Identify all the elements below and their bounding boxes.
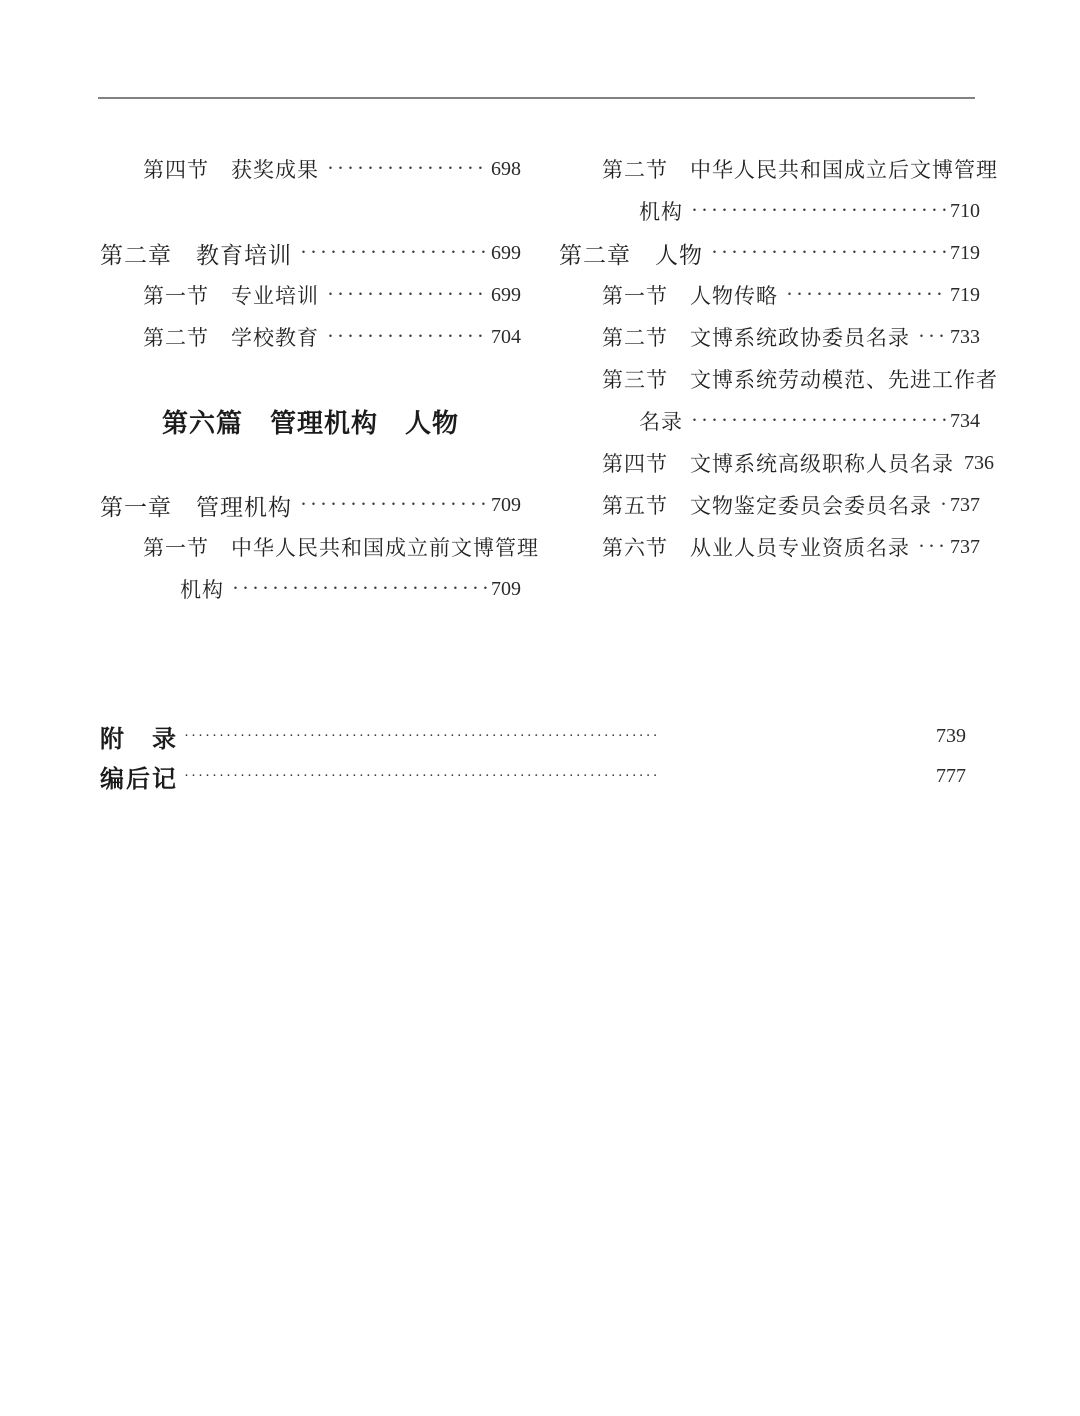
- dot-leader: [691, 410, 948, 431]
- toc-row: [100, 274, 521, 316]
- dot-leader: [327, 158, 489, 179]
- dot-leader: [786, 284, 948, 305]
- toc-page-number: 734: [950, 409, 980, 432]
- toc-row: [559, 232, 980, 274]
- toc-row: [100, 484, 521, 526]
- toc-page-number: 698: [491, 157, 521, 180]
- header-rule: [98, 97, 975, 99]
- toc-entry-label: 第六节 从业人员专业资质名录: [602, 536, 910, 560]
- dot-leader: [300, 242, 489, 263]
- toc-entry-label: 第二章 人物: [559, 242, 703, 268]
- toc-columns: [100, 148, 998, 610]
- toc-entry-label: 名录: [639, 410, 683, 434]
- toc-entry-label: 第五节 文物鉴定委员会委员名录: [602, 494, 932, 518]
- dot-leader: [918, 536, 948, 557]
- toc-row: [559, 484, 980, 526]
- toc-page-number: 704: [491, 325, 521, 348]
- toc-row: [559, 316, 980, 358]
- toc-row: [559, 148, 998, 190]
- toc-entry-label: 第一章 管理机构: [100, 494, 292, 520]
- toc-entry-label: 编后记: [100, 765, 178, 793]
- toc-row-spacer: [100, 442, 521, 484]
- toc-page-number: 719: [950, 283, 980, 306]
- toc-row: [559, 400, 980, 442]
- toc-row: [100, 316, 521, 358]
- toc-entry-label: 第六篇 管理机构 人物: [161, 407, 459, 438]
- toc-entry-label: 第一节 中华人民共和国成立前文博管理: [143, 536, 539, 560]
- toc-entry-label: 机构: [180, 578, 224, 602]
- toc-footer: [100, 716, 966, 796]
- toc-page-number: 709: [491, 493, 521, 516]
- toc-entry-label: 附 录: [100, 725, 178, 753]
- toc-column-right: [559, 148, 998, 610]
- toc-entry-label: 第二节 文博系统政协委员名录: [602, 326, 910, 350]
- toc-row: [559, 358, 998, 400]
- dot-leader: [184, 769, 932, 784]
- dot-leader: [918, 326, 948, 347]
- toc-entry-label: 第四节 获奖成果: [143, 158, 319, 182]
- toc-page-number: 739: [936, 724, 966, 747]
- toc-row: [559, 274, 980, 316]
- toc-page-number: 737: [950, 493, 980, 516]
- toc-row: [100, 232, 521, 274]
- toc-row: [559, 526, 980, 568]
- toc-row: [100, 756, 966, 796]
- toc-entry-label: 第三节 文博系统劳动模范、先进工作者: [602, 368, 998, 392]
- toc-row: [100, 526, 539, 568]
- dot-leader: [184, 729, 932, 744]
- dot-leader: [940, 494, 948, 515]
- dot-leader: [327, 284, 489, 305]
- dot-leader: [691, 200, 948, 221]
- toc-page-number: 733: [950, 325, 980, 348]
- toc-entry-label: 第一节 专业培训: [143, 284, 319, 308]
- toc-page-number: 777: [936, 764, 966, 787]
- dot-leader: [232, 578, 489, 599]
- toc-entry-label: 第二章 教育培训: [100, 242, 292, 268]
- toc-page-number: 737: [950, 535, 980, 558]
- toc-row: [100, 716, 966, 756]
- toc-entry-label: 第一节 人物传略: [602, 284, 778, 308]
- toc-page-number: 709: [491, 577, 521, 600]
- toc-page-number: 699: [491, 241, 521, 264]
- toc-row-spacer: [100, 190, 521, 232]
- toc-row: [100, 568, 521, 610]
- toc-column-left: [100, 148, 539, 610]
- toc-page-number: 736: [964, 451, 994, 474]
- dot-leader: [300, 494, 489, 515]
- toc-row: [559, 442, 994, 484]
- toc-entry-label: 第二节 中华人民共和国成立后文博管理: [602, 158, 998, 182]
- toc-entry-label: 机构: [639, 200, 683, 224]
- dot-leader: [711, 242, 948, 263]
- toc-row: [100, 148, 521, 190]
- toc-page-number: 699: [491, 283, 521, 306]
- toc-page-number: 719: [950, 241, 980, 264]
- toc-page-number: 710: [950, 199, 980, 222]
- toc-row: [559, 190, 980, 232]
- toc-entry-label: 第四节 文博系统高级职称人员名录: [602, 452, 954, 476]
- toc-row-spacer: [100, 358, 521, 400]
- toc-row: [100, 400, 521, 442]
- dot-leader: [327, 326, 489, 347]
- toc-entry-label: 第二节 学校教育: [143, 326, 319, 350]
